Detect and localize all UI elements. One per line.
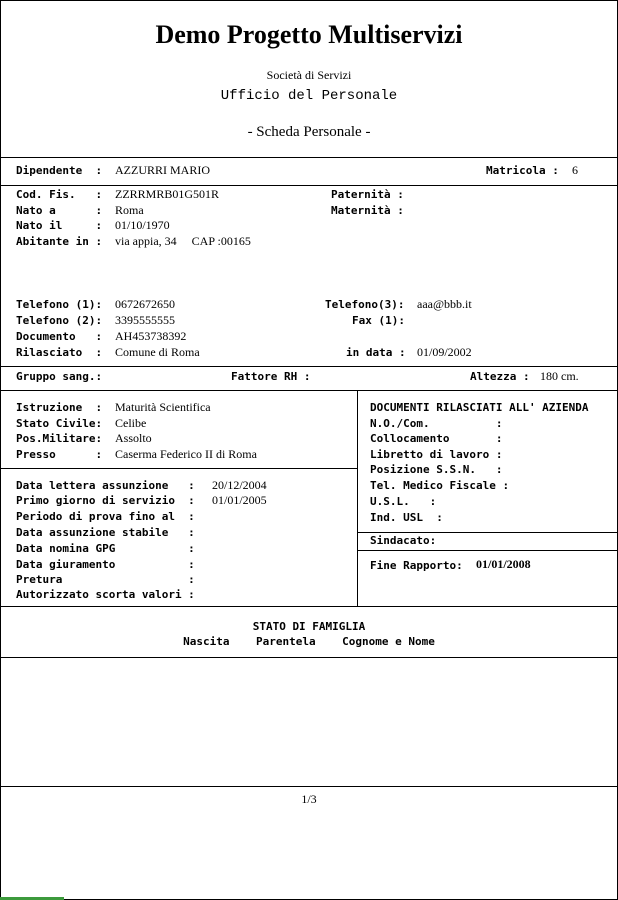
documento-label: Documento : bbox=[16, 330, 103, 343]
documento-item: U.S.L. : bbox=[370, 495, 437, 508]
divider bbox=[0, 390, 618, 391]
telefono3-label: Telefono(3): bbox=[325, 298, 405, 311]
rilasciato-label: Rilasciato : bbox=[16, 346, 103, 359]
telefono1-label: Telefono (1): bbox=[16, 298, 103, 311]
fattore-rh-label: Fattore RH : bbox=[231, 370, 311, 383]
documento-item: Tel. Medico Fiscale : bbox=[370, 479, 510, 492]
abitante-label: Abitante in : bbox=[16, 235, 103, 248]
divider bbox=[357, 550, 618, 551]
stato-civile-label: Stato Civile: bbox=[16, 417, 103, 430]
gruppo-sanguigno-label: Gruppo sang.: bbox=[16, 370, 103, 383]
codfis-value: ZZRRMRB01G501R bbox=[115, 187, 220, 201]
documento-item: Posizione S.S.N. : bbox=[370, 463, 503, 476]
sheet-title: - Scheda Personale - bbox=[247, 124, 371, 140]
paternita-label: Paternità : bbox=[331, 188, 404, 201]
document-title: Demo Progetto Multiservizi bbox=[155, 20, 463, 49]
dipendente-value: AZZURRI MARIO bbox=[115, 163, 210, 177]
office-name: Ufficio del Personale bbox=[220, 88, 398, 104]
natoa-value: Roma bbox=[115, 203, 144, 217]
presso-label: Presso : bbox=[16, 448, 103, 461]
assunzione-stabile-label: Data assunzione stabile : bbox=[16, 526, 195, 539]
documento-item: Libretto di lavoro : bbox=[370, 448, 503, 461]
altezza-value: 180 cm. bbox=[540, 369, 579, 383]
maternita-label: Maternità : bbox=[331, 204, 404, 217]
documento-item: Ind. USL : bbox=[370, 511, 443, 524]
indata-label: in data : bbox=[346, 346, 406, 359]
telefono1-value: 0672672650 bbox=[115, 297, 175, 311]
telefono3-value: aaa@bbb.it bbox=[417, 297, 472, 311]
nomina-gpg-label: Data nomina GPG : bbox=[16, 542, 195, 555]
pretura-label: Pretura : bbox=[16, 573, 195, 586]
pos-militare-label: Pos.Militare: bbox=[16, 432, 103, 445]
telefono2-label: Telefono (2): bbox=[16, 314, 103, 327]
abitante-value: via appia, 34 CAP :00165 bbox=[115, 234, 251, 248]
natoil-value: 01/10/1970 bbox=[115, 218, 170, 232]
divider bbox=[0, 468, 357, 469]
documento-item: N.O./Com. : bbox=[370, 417, 503, 430]
telefono2-value: 3395555555 bbox=[115, 313, 175, 327]
divider bbox=[0, 157, 618, 158]
matricola-label: Matricola : bbox=[486, 164, 559, 177]
natoa-label: Nato a : bbox=[16, 204, 103, 217]
famiglia-columns: Nascita Parentela Cognome e Nome bbox=[183, 635, 435, 648]
istruzione-label: Istruzione : bbox=[16, 401, 103, 414]
stato-civile-value: Celibe bbox=[115, 416, 147, 430]
primo-giorno-label: Primo giorno di servizio : bbox=[16, 494, 195, 507]
fine-rapporto-value: 01/01/2008 bbox=[476, 557, 531, 571]
stato-famiglia-heading: STATO DI FAMIGLIA bbox=[252, 620, 366, 633]
dipendente-label: Dipendente : bbox=[16, 164, 103, 177]
matricola-value: 6 bbox=[572, 163, 578, 177]
divider bbox=[0, 657, 618, 658]
fax-label: Fax (1): bbox=[352, 314, 405, 327]
codfis-label: Cod. Fis. : bbox=[16, 188, 103, 201]
primo-giorno-value: 01/01/2005 bbox=[212, 493, 267, 507]
documenti-heading: DOCUMENTI RILASCIATI ALL' AZIENDA bbox=[370, 401, 589, 414]
fine-rapporto-label: Fine Rapporto: bbox=[370, 559, 463, 572]
divider bbox=[0, 366, 618, 367]
rilasciato-value: Comune di Roma bbox=[115, 345, 200, 359]
divider bbox=[0, 786, 618, 787]
page-number: 1/3 bbox=[301, 792, 317, 806]
istruzione-value: Maturità Scientifica bbox=[115, 400, 211, 414]
natoil-label: Nato il : bbox=[16, 219, 103, 232]
company-name: Società di Servizi bbox=[266, 68, 352, 82]
indata-value: 01/09/2002 bbox=[417, 345, 472, 359]
sindacato-label: Sindacato: bbox=[370, 534, 437, 547]
scorta-valori-label: Autorizzato scorta valori : bbox=[16, 588, 195, 601]
lettera-assunzione-value: 20/12/2004 bbox=[212, 478, 267, 492]
divider bbox=[0, 185, 618, 186]
periodo-prova-label: Periodo di prova fino al : bbox=[16, 510, 195, 523]
documento-value: AH453738392 bbox=[115, 329, 187, 343]
lettera-assunzione-label: Data lettera assunzione : bbox=[16, 479, 195, 492]
presso-value: Caserma Federico II di Roma bbox=[115, 447, 257, 461]
column-divider bbox=[357, 390, 358, 606]
documento-item: Collocamento : bbox=[370, 432, 503, 445]
pos-militare-value: Assolto bbox=[115, 431, 152, 445]
divider bbox=[0, 606, 618, 607]
altezza-label: Altezza : bbox=[470, 370, 530, 383]
giuramento-label: Data giuramento : bbox=[16, 558, 195, 571]
divider bbox=[357, 532, 618, 533]
